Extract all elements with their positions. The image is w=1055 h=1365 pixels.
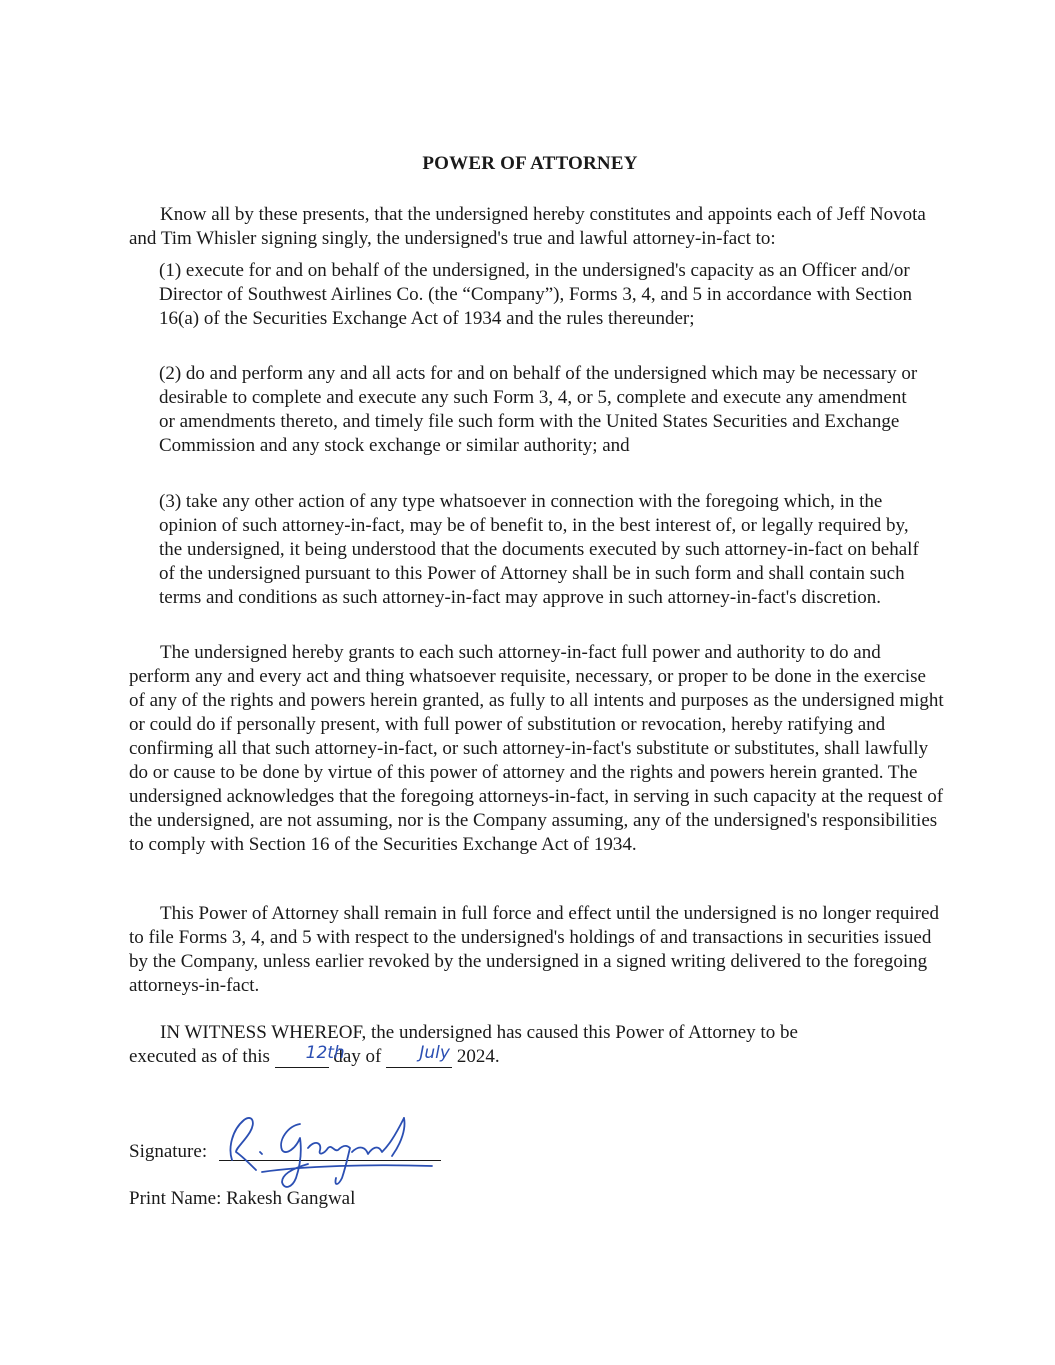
print-name-value: Rakesh Gangwal [226, 1188, 356, 1209]
signature-label: Signature: [129, 1141, 208, 1162]
witness-paragraph [129, 1021, 944, 1069]
item-2: (2) do and perform any and all acts for and on behalf of the undersigned which may be necessary or desirable to complete and execute any such Form 3, 4, or 5, complete and execute any amendment or amendments thereto, and timely file such form with the United States Securities and Exchange Commission and any stock exchange or similar authority; and [159, 363, 918, 456]
print-name-line [129, 1187, 355, 1211]
grant-paragraph: The undersigned hereby grants to each such attorney-in-fact full power and authority to do and perform any and every act and thing whatsoever requisite, necessary, or proper to be done in the exercise of any of the rights and powers herein granted, as fully to all intents and purposes as the undersigned might or could do if personally present, with full power of substitution or revocation, hereby ratifying and confirming all that such attorney-in-fact, or such attorney-in-fact's substitute or substitutes, shall lawfully do or cause to be done by virtue of this power of attorney and the rights and powers herein granted. The undersigned acknowledges that the foregoing attorneys-in-fact, in serving in such capacity at the request of the undersigned, are not assuming, nor is the Company assuming, any of the undersigned's responsibilities to comply with Section 16 of the Securities Exchange Act of 1934. [129, 642, 944, 855]
duration-paragraph: This Power of Attorney shall remain in full force and effect until the undersigned is no longer required to file Forms 3, 4, and 5 with respect to the undersigned's holdings of and transactions in securities issued by the Company, unless earlier revoked by the undersigned in a signed writing delivered to the foregoing attorneys-in-fact. [129, 903, 939, 996]
intro-paragraph: Know all by these presents, that the undersigned hereby constitutes and appoints each of Jeff Novota and Tim Whisler signing singly, the undersigned's true and lawful attorney-in-fact to: [129, 204, 926, 249]
day-handwritten: 12th [305, 1043, 345, 1063]
month-fill-field [386, 1043, 452, 1068]
item-3: (3) take any other action of any type whatsoever in connection with the foregoing which, in the opinion of such attorney-in-fact, may be of benefit to, in the best interest of, or legally required by, the undersigned, it being understood that the documents executed by such attorney-in-fact on behalf of the undersigned pursuant to this Power of Attorney shall be in such form and shall contain such terms and conditions as such attorney-in-fact may approve in such attorney-in-fact's discretion. [159, 491, 919, 608]
item-1: (1) execute for and on behalf of the undersigned, in the undersigned's capacity as an Officer and/or Director of Southwest Airlines Co. (the “Company”), Forms 3, 4, and 5 in accordance with Section 16(a) of the Securities Exchange Act of 1934 and the rules thereunder; [159, 260, 912, 329]
month-handwritten: July [419, 1043, 450, 1063]
print-name-label: Print Name: [129, 1188, 222, 1209]
witness-prefix: executed as of this [129, 1046, 270, 1067]
handwritten-signature [222, 1108, 444, 1194]
witness-year: 2024. [456, 1046, 500, 1067]
document-title: POWER OF ATTORNEY [422, 153, 638, 174]
witness-line-1: IN WITNESS WHEREOF, the undersigned has caused this Power of Attorney to be [160, 1022, 798, 1043]
witness-middle: day of [333, 1046, 382, 1067]
day-fill-field [275, 1043, 345, 1068]
